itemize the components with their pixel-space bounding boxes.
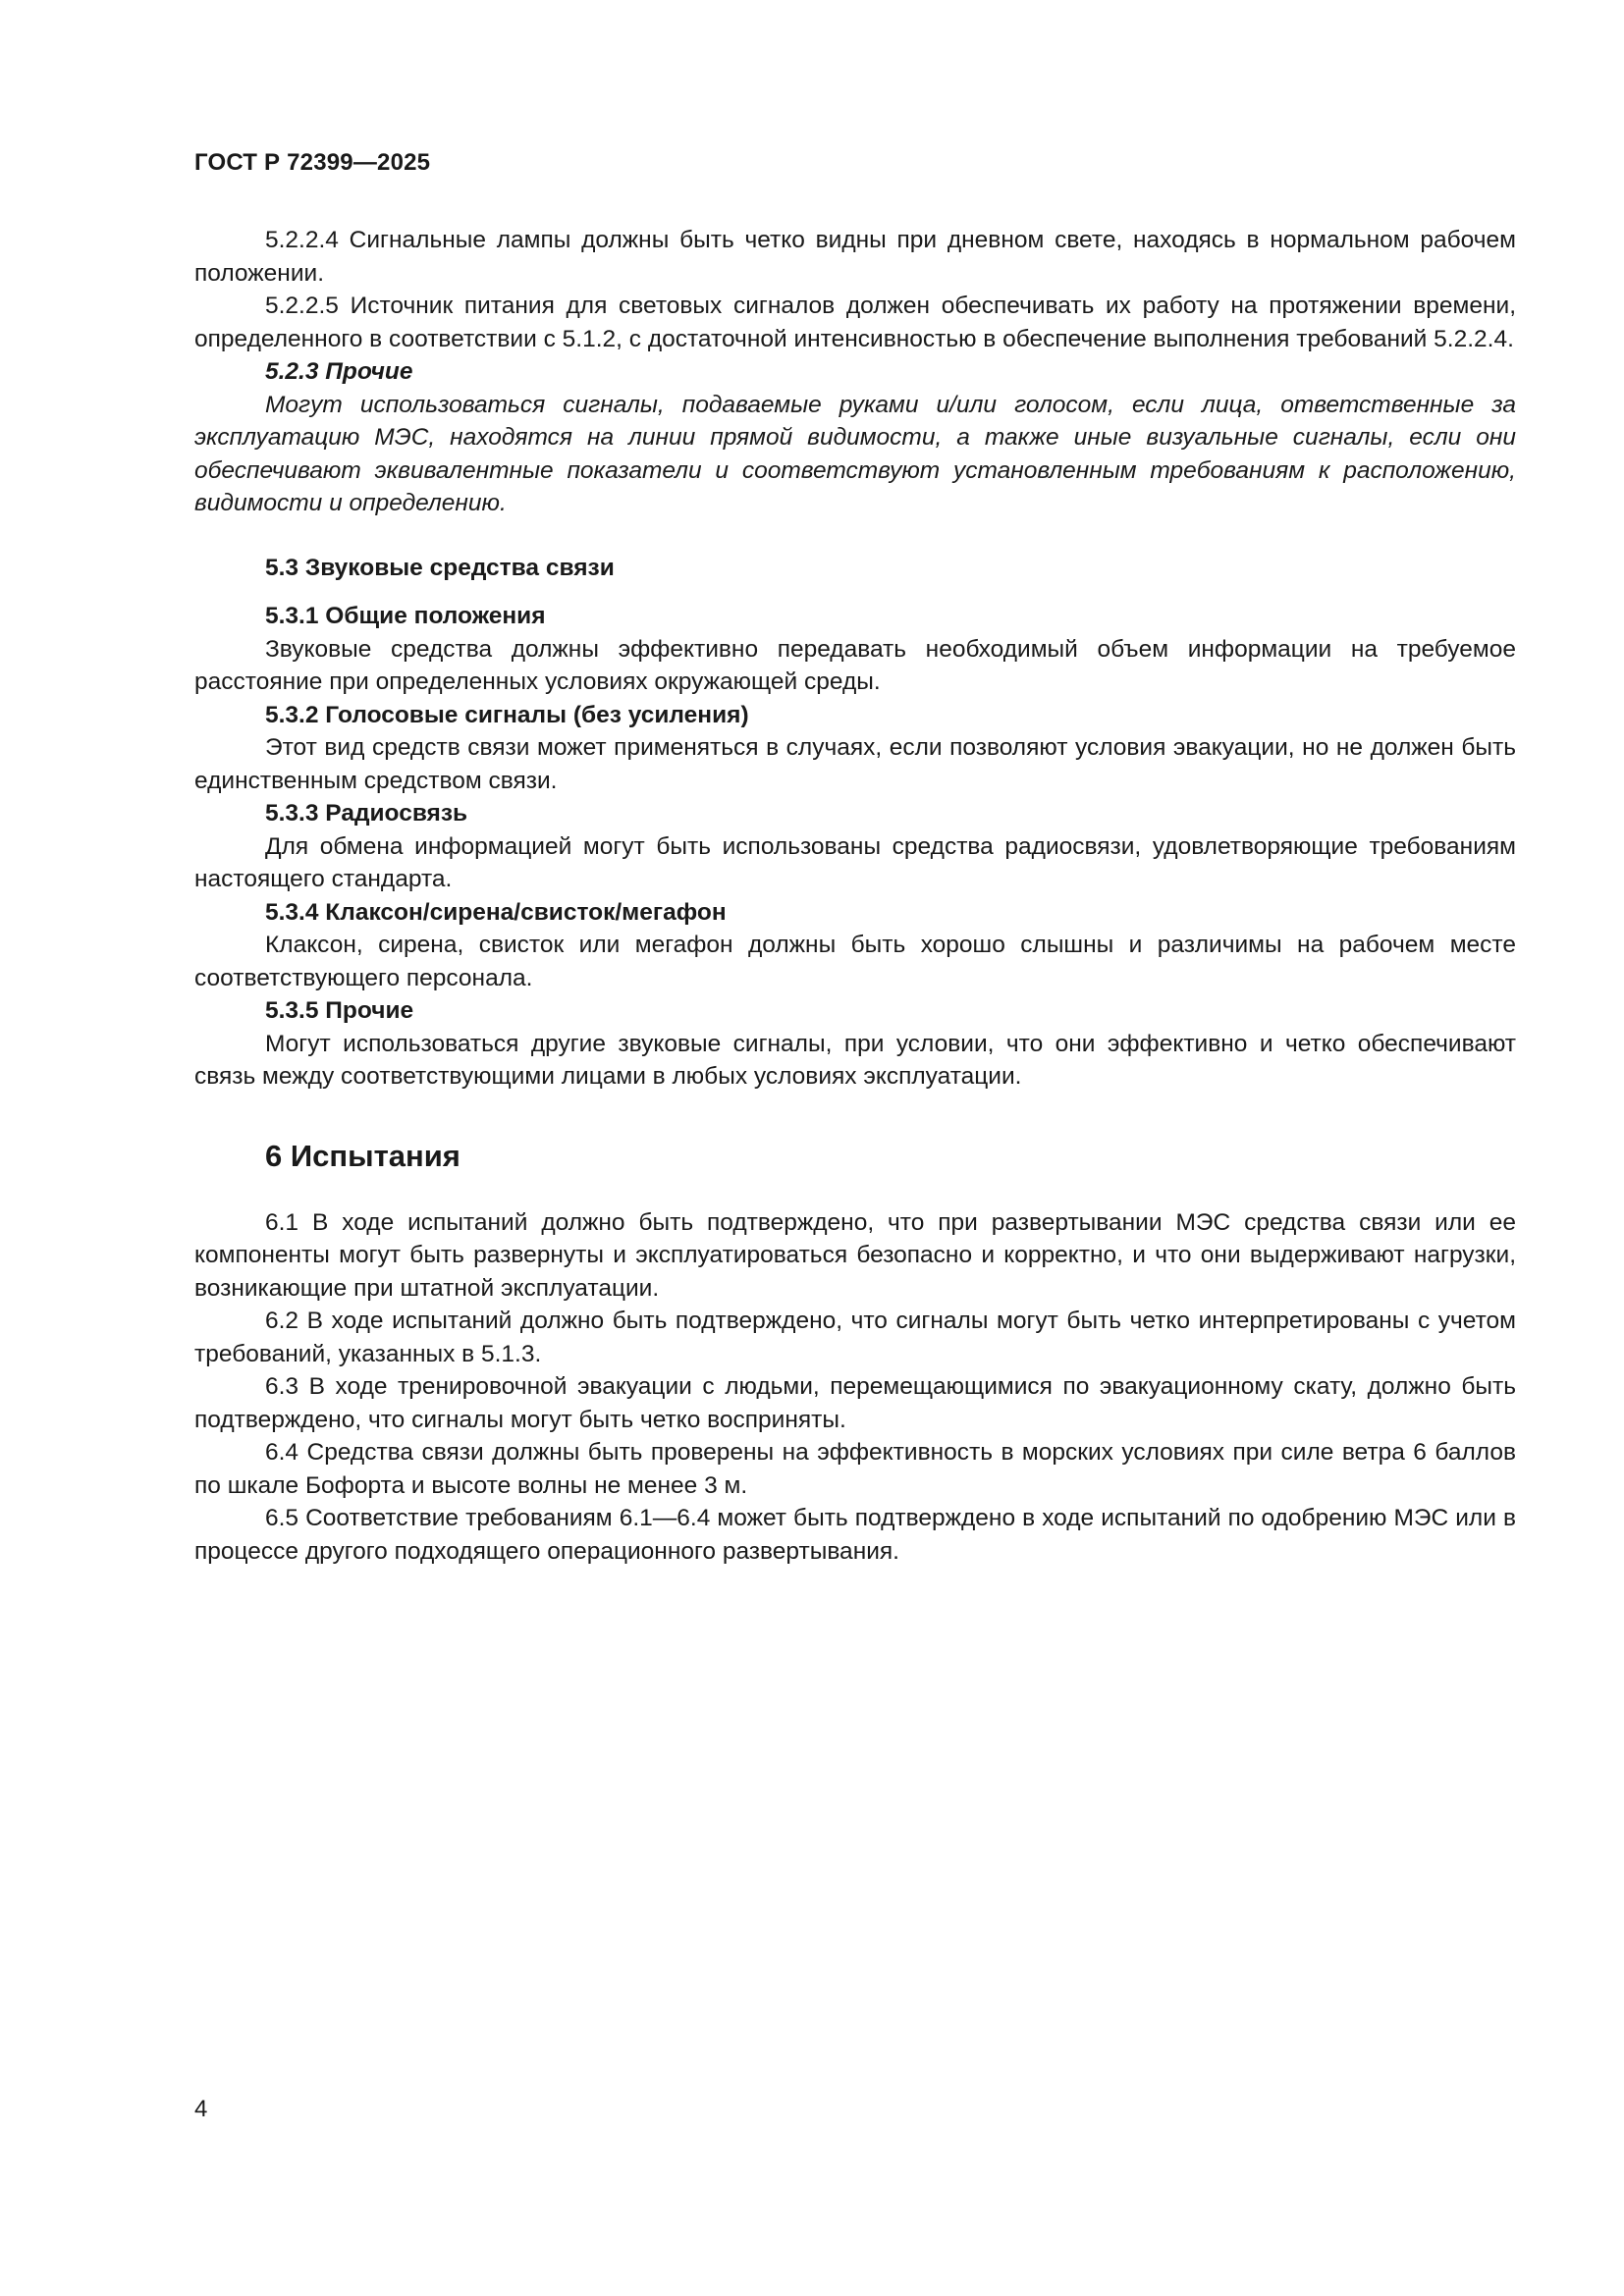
paragraph-6-2: 6.2 В ходе испытаний должно быть подтверждено, что сигналы могут быть четко интерпретированы с учетом требований, указанных в 5.1.3. [194,1308,1516,1367]
heading-5-3-4: 5.3.4 Клаксон/сирена/свисток/мегафон [265,898,727,926]
paragraph-5-3-2: Этот вид средств связи может применяться в случаях, если позволяют условия эвакуации, но не должен быть единственным средством связи. [194,734,1516,794]
document-body [194,224,1516,1568]
paragraph-5-2-2-5: 5.2.2.5 Источник питания для световых сигналов должен обеспечивать их работу на протяжении времени, определенного в соответствии с 5.1.2, с достаточной интенсивностью в обеспечение выполнения требований 5.2.2.4. [194,293,1516,352]
page-number: 4 [194,2096,208,2122]
heading-5-3-5: 5.3.5 Прочие [265,997,414,1024]
paragraph-5-2-2-4: 5.2.2.4 Сигнальные лампы должны быть четко видны при дневном свете, находясь в нормальном рабочем положении. [194,227,1516,287]
paragraph-6-1: 6.1 В ходе испытаний должно быть подтверждено, что при развертывании МЭС средства связи или ее компоненты могут быть развернуты и эксплуатироваться безопасно и корректно, и что они выдерживают нагрузки, возникающие при штатной эксплуатации. [194,1208,1516,1302]
paragraph-5-2-3: Могут использоваться сигналы, подаваемые руками и/или голосом, если лица, ответственные за эксплуатацию МЭС, находятся на линии прямой видимости, а также иные визуальные сигналы, если они обеспечивают эквивалентные показатели и соответствуют установленным требованиям к расположению, видимости и определению. [194,391,1516,516]
paragraph-5-3-1: Звуковые средства должны эффективно передавать необходимый объем информации на требуемое расстояние при определенных условиях окружающей среды. [194,635,1516,695]
heading-5-3-1: 5.3.1 Общие положения [265,603,546,629]
paragraph-5-3-4: Клаксон, сирена, свисток или мегафон должны быть хорошо слышны и различимы на рабочем месте соответствующего персонала. [194,932,1516,991]
heading-5-2-3: 5.2.3 Прочие [265,358,413,385]
document-header: ГОСТ Р 72399—2025 [194,149,431,176]
paragraph-6-3: 6.3 В ходе тренировочной эвакуации с людьми, перемещающимися по эвакуационному скату, должно быть подтверждено, что сигналы могут быть четко восприняты. [194,1373,1516,1433]
section-6-title: 6 Испытания [265,1138,460,1173]
paragraph-5-3-3: Для обмена информацией могут быть использованы средства радиосвязи, удовлетворяющие требованиям настоящего стандарта. [194,832,1516,892]
heading-5-3-2: 5.3.2 Голосовые сигналы (без усиления) [265,701,749,728]
heading-5-3: 5.3 Звуковые средства связи [265,554,615,581]
paragraph-6-5: 6.5 Соответствие требованиям 6.1—6.4 может быть подтверждено в ходе испытаний по одобрению МЭС или в процессе другого подходящего операционного развертывания. [194,1505,1516,1565]
heading-5-3-3: 5.3.3 Радиосвязь [265,800,468,827]
paragraph-5-3-5: Могут использоваться другие звуковые сигналы, при условии, что они эффективно и четко обеспечивают связь между соответствующими лицами в любых условиях эксплуатации. [194,1030,1516,1090]
paragraph-6-4: 6.4 Средства связи должны быть проверены на эффективность в морских условиях при силе ветра 6 баллов по шкале Бофорта и высоте волны не менее 3 м. [194,1439,1516,1499]
